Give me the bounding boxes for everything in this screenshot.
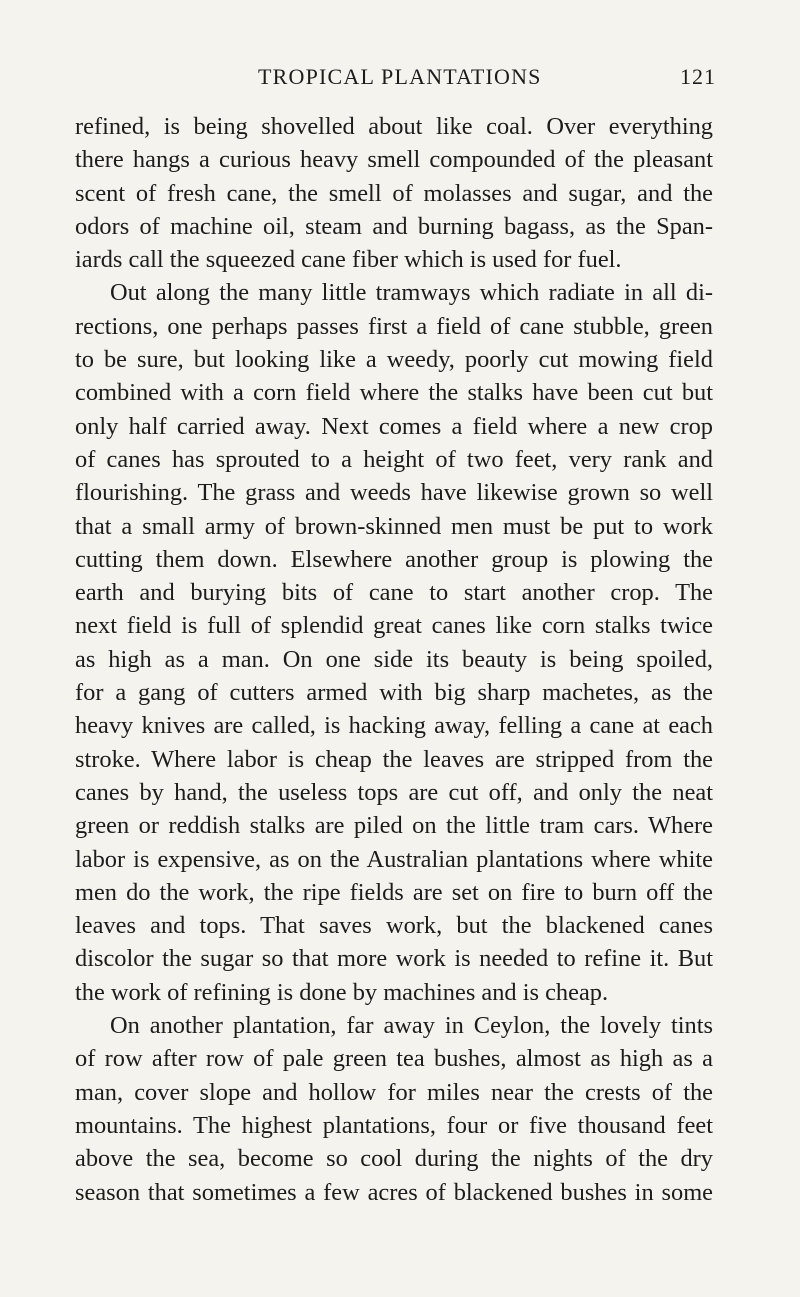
text-line: green or reddish stalks are piled on the little tram cars. Where — [75, 812, 713, 840]
text-line: flourishing. The grass and weeds have likewise grown so well — [75, 479, 713, 507]
running-head: TROPICAL PLANTATIONS — [258, 64, 542, 89]
text-line: next field is full of splendid great canes like corn stalks twice — [75, 612, 713, 640]
text-line: mountains. The highest plantations, four or five thousand feet — [75, 1111, 713, 1139]
text-line: only half carried away. Next comes a field where a new crop — [75, 412, 713, 440]
text-line: as high as a man. On one side its beauty is being spoiled, — [75, 645, 713, 673]
text-line: of row after row of pale green tea bushes, almost as high as a — [75, 1045, 713, 1073]
text-line: refined, is being shovelled about like coal. Over everything — [75, 113, 713, 140]
text-line: above the sea, become so cool during the nights of the dry — [75, 1145, 713, 1173]
text-line: On another plantation, far away in Ceylon, the lovely tints — [110, 1012, 713, 1040]
text-line: stroke. Where labor is cheap the leaves are stripped from the — [75, 745, 713, 773]
text-line: scent of fresh cane, the smell of molasses and sugar, and the — [75, 179, 713, 207]
text-line: labor is expensive, as on the Australian plantations where white — [75, 845, 713, 873]
text-line: that a small army of brown-skinned men must be put to work — [75, 512, 713, 540]
text-line: for a gang of cutters armed with big sharp machetes, as the — [75, 679, 713, 707]
text-line: the work of refining is done by machines and is cheap. — [75, 978, 609, 1006]
text-line: there hangs a curious heavy smell compounded of the pleasant — [75, 146, 713, 174]
page-number: 121 — [680, 64, 716, 89]
text-line: odors of machine oil, steam and burning bagass, as the Span- — [75, 212, 713, 240]
text-line: of canes has sprouted to a height of two feet, very rank and — [75, 445, 713, 473]
text-line: leaves and tops. That saves work, but the blackened canes — [75, 912, 713, 940]
text-line: combined with a corn field where the stalks have been cut but — [75, 379, 713, 407]
text-line: man, cover slope and hollow for miles near the crests of the — [75, 1078, 713, 1106]
text-line: discolor the sugar so that more work is needed to refine it. But — [75, 945, 713, 973]
text-line: earth and burying bits of cane to start another crop. The — [75, 579, 713, 607]
text-line: iards call the squeezed cane fiber which is used for fuel. — [75, 246, 622, 274]
text-line: cutting them down. Elsewhere another group is plowing the — [75, 545, 713, 573]
text-line: Out along the many little tramways which radiate in all di- — [110, 279, 713, 307]
text-line: rections, one perhaps passes first a field of cane stubble, green — [75, 312, 713, 340]
text-line: heavy knives are called, is hacking away, felling a cane at each — [75, 712, 713, 740]
text-line: canes by hand, the useless tops are cut off, and only the neat — [75, 778, 713, 806]
text-line: to be sure, but looking like a weedy, poorly cut mowing field — [75, 346, 713, 374]
text-line: season that sometimes a few acres of blackened bushes in some — [75, 1178, 713, 1206]
text-line: men do the work, the ripe fields are set on fire to burn off the — [75, 878, 713, 906]
body-text — [75, 110, 713, 1209]
